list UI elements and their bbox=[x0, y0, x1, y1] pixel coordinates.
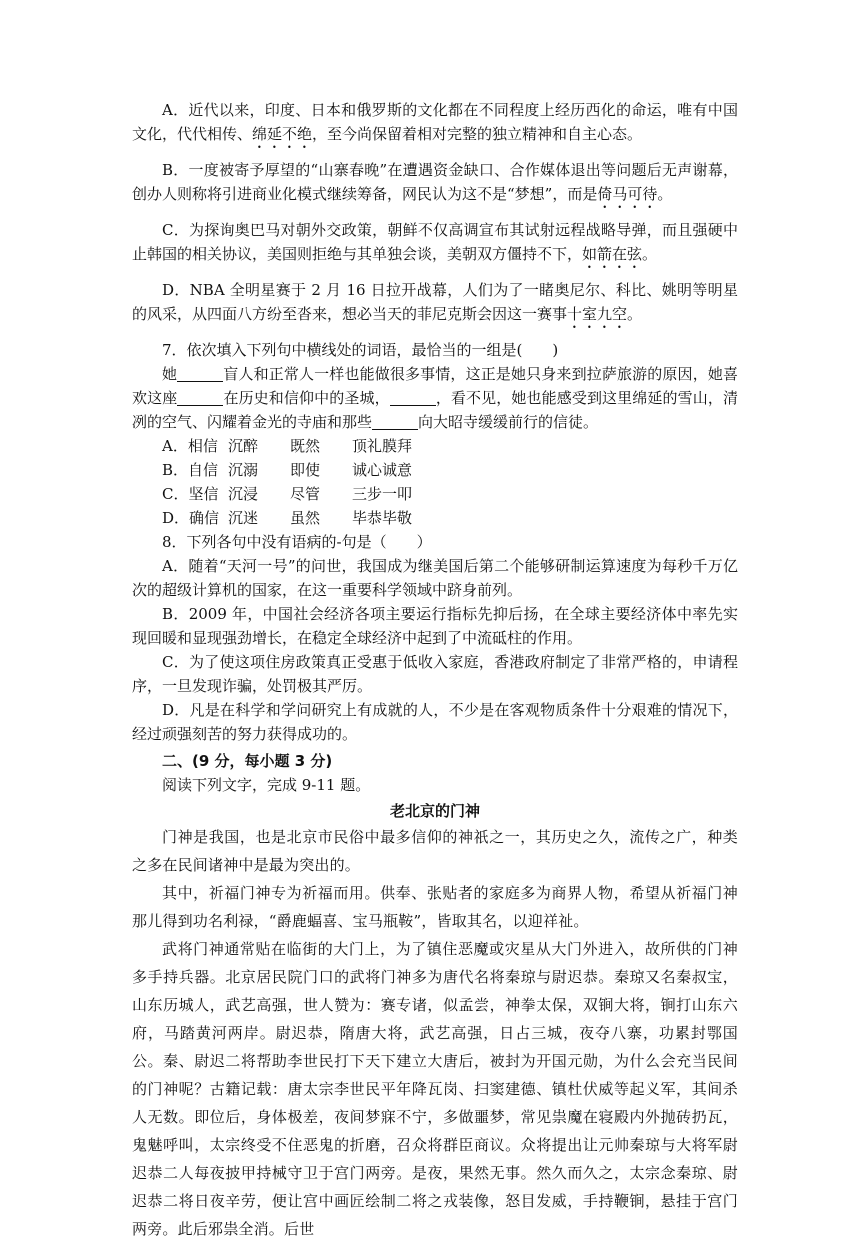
q7-option-row bbox=[132, 506, 738, 530]
q6-option-c bbox=[132, 218, 738, 272]
q6-b-tail: 。 bbox=[657, 185, 673, 203]
q6-option-d bbox=[132, 278, 738, 332]
q7-option-word: 既然 bbox=[290, 437, 321, 455]
q8-option-a: A．随着“天河一号”的问世，我国成为继美国后第二个能够研制运算速度为每秒千万亿次的超级计算机的国家，在这一重要科学领域中跻身前列。 bbox=[132, 557, 738, 599]
q8-option-c: C．为了使这项住房政策真正受惠于低收入家庭，香港政府制定了非常严格的，申请程序，一旦发现诈骗，处罚极其严厉。 bbox=[132, 653, 738, 695]
section-heading: 二、(9 分，每小题 3 分) bbox=[162, 752, 333, 770]
q7-text-5: 向大昭寺缓缓前行的信徒。 bbox=[418, 413, 599, 431]
q6-c-text: C．为探询奥巴马对朝外交政策，朝鲜不仅高调宣布其试射远程战略导弹，而且强硬中止韩国的相关协议，美国则拒绝与其单独会谈，美朝双方僵持不下， bbox=[132, 221, 738, 263]
q8-option-b: B．2009 年，中国社会经济各项主要运行指标先抑后扬，在全球主要经济体中率先实现回暖和显现强劲增长，在稳定全球经济中起到了中流砥柱的作用。 bbox=[132, 605, 738, 647]
article-paragraph: 武将门神通常贴在临街的大门上，为了镇住恶魔或灾星从大门外进入，故所供的门神多手持兵器。北京居民院门口的武将门神多为唐代名将秦琼与尉迟恭。秦琼又名秦叔宝，山东历城人，武艺高强，世人赞为：赛专诸，似孟尝，神拳太保，双锏大将，锏打山东六府，马踏黄河两岸。尉迟恭，隋唐大将，武艺高强，日占三城，夜夺八寨，功累封鄂国公。秦、尉迟二将帮助李世民打下天下建立大唐后，被封为开国元勋，为什么会充当民间的门神呢？古籍记载：唐太宗李世民平年降瓦岗、扫窦建德、镇杜伏威等起义军，其间杀人无数。即位后，身体极差，夜间梦寐不宁，多做噩梦，常见祟魔在寝殿内外抛砖扔瓦，鬼魅呼叫，太宗终受不住恶鬼的折磨，召众将群臣商议。众将提出让元帅秦琼与大将军尉迟恭二人每夜披甲持械守卫于宫门两旁。是夜，果然无事。然久而久之，太宗念秦琼、尉迟恭二将日夜辛劳，便让宫中画匠绘制二将之戎装像，怒目发威，手持鞭锏，悬挂于宫门两旁。此后邪祟全消。后世 bbox=[132, 940, 738, 1238]
q7-option-word: B．自信 bbox=[162, 461, 219, 479]
q7-option-word: C．坚信 bbox=[162, 485, 219, 503]
q6-option-b bbox=[132, 158, 738, 212]
q7-blank-3 bbox=[390, 389, 436, 406]
q7-option-word: A．相信 bbox=[162, 437, 218, 455]
article-paragraph: 门神是我国，也是北京市民俗中最多信仰的神祇之一，其历史之久，流传之广，种类之多在民间诸神中是最为突出的。 bbox=[132, 828, 738, 874]
q6-c-idiom: 如箭在弦 bbox=[582, 245, 643, 263]
q7-blank-1 bbox=[177, 365, 223, 382]
q7-option-word: 顶礼膜拜 bbox=[352, 437, 413, 455]
section-instruction: 阅读下列文字，完成 9-11 题。 bbox=[162, 776, 371, 794]
q6-d-text: D．NBA 全明星赛于 2 月 16 日拉开战幕，人们为了一睹奥尼尔、科比、姚明等明星的风采，从四面八方纷至沓来，想必当天的菲尼克斯会因这一赛事 bbox=[132, 281, 738, 323]
q7-option-row bbox=[132, 434, 738, 458]
q7-text-2: 盲人和正常人一样也能做很多事情，这正是她只身来到拉萨旅游的原因，她喜欢这座 bbox=[132, 365, 738, 407]
article-paragraph: 其中，祈福门神专为祈福而用。供奉、张贴者的家庭多为商界人物，希望从祈福门神那儿得到功名利禄，“爵鹿蝠喜、宝马瓶鞍”，皆取其名，以迎祥祉。 bbox=[132, 884, 738, 930]
q7-option-word: D．确信 bbox=[162, 509, 220, 527]
q7-option-word: 沉迷 bbox=[228, 509, 259, 527]
q7-option-word: 三步一叩 bbox=[352, 485, 413, 503]
q6-d-tail: 。 bbox=[627, 305, 643, 323]
document-content bbox=[132, 98, 738, 1243]
q7-text-4: ，看不见，她也能感受到这里绵延的雪山，清冽的空气、闪耀着金光的寺庙和那些 bbox=[132, 389, 738, 431]
article-title: 老北京的门神 bbox=[389, 802, 480, 820]
q6-option-a bbox=[132, 98, 738, 152]
q6-c-tail: 。 bbox=[642, 245, 658, 263]
q7-option-word: 沉溺 bbox=[228, 461, 259, 479]
q7-blank-2 bbox=[177, 389, 223, 406]
q6-b-idiom: 倚马可待 bbox=[597, 185, 658, 203]
q6-a-text: A．近代以来，印度、日本和俄罗斯的文化都在不同程度上经历西化的命运，唯有中国文化，代代相传、 bbox=[132, 101, 738, 143]
q7-blank-4 bbox=[372, 413, 418, 430]
q6-d-idiom: 十室九空 bbox=[567, 305, 628, 323]
q7-option-row bbox=[132, 482, 738, 506]
q7-option-word: 沉浸 bbox=[228, 485, 259, 503]
q7-text-1: 她 bbox=[162, 365, 178, 383]
q8-option-d: D．凡是在科学和学问研究上有成就的人，不少是在客观物质条件十分艰难的情况下，经过顽强刻苦的努力获得成功的。 bbox=[132, 701, 738, 743]
q7-text-3: 在历史和信仰中的圣城， bbox=[223, 389, 390, 407]
q7-option-word: 毕恭毕敬 bbox=[352, 509, 413, 527]
q6-a-idiom: 绵延不绝 bbox=[252, 125, 313, 143]
q7-option-word: 诚心诚意 bbox=[352, 461, 413, 479]
q6-a-tail: ，至今尚保留着相对完整的独立精神和自主心态。 bbox=[312, 125, 643, 143]
q7-stem: 7．依次填入下列句中横线处的词语，最恰当的一组是( ) bbox=[162, 341, 559, 359]
q8-stem: 8．下列各句中没有语病的-句是（ ） bbox=[162, 533, 432, 551]
q7-passage bbox=[132, 362, 738, 434]
q6-b-text: B．一度被寄予厚望的“山寨春晚”在遭遇资金缺口、合作媒体退出等问题后无声谢幕，创办人则称将引进商业化模式继续筹备，网民认为这不是“梦想”，而是 bbox=[132, 161, 738, 203]
q7-option-word: 虽然 bbox=[290, 509, 321, 527]
q7-option-word: 尽管 bbox=[290, 485, 321, 503]
q7-option-word: 即使 bbox=[290, 461, 321, 479]
q7-option-row bbox=[132, 458, 738, 482]
q7-option-word: 沉醉 bbox=[228, 437, 259, 455]
